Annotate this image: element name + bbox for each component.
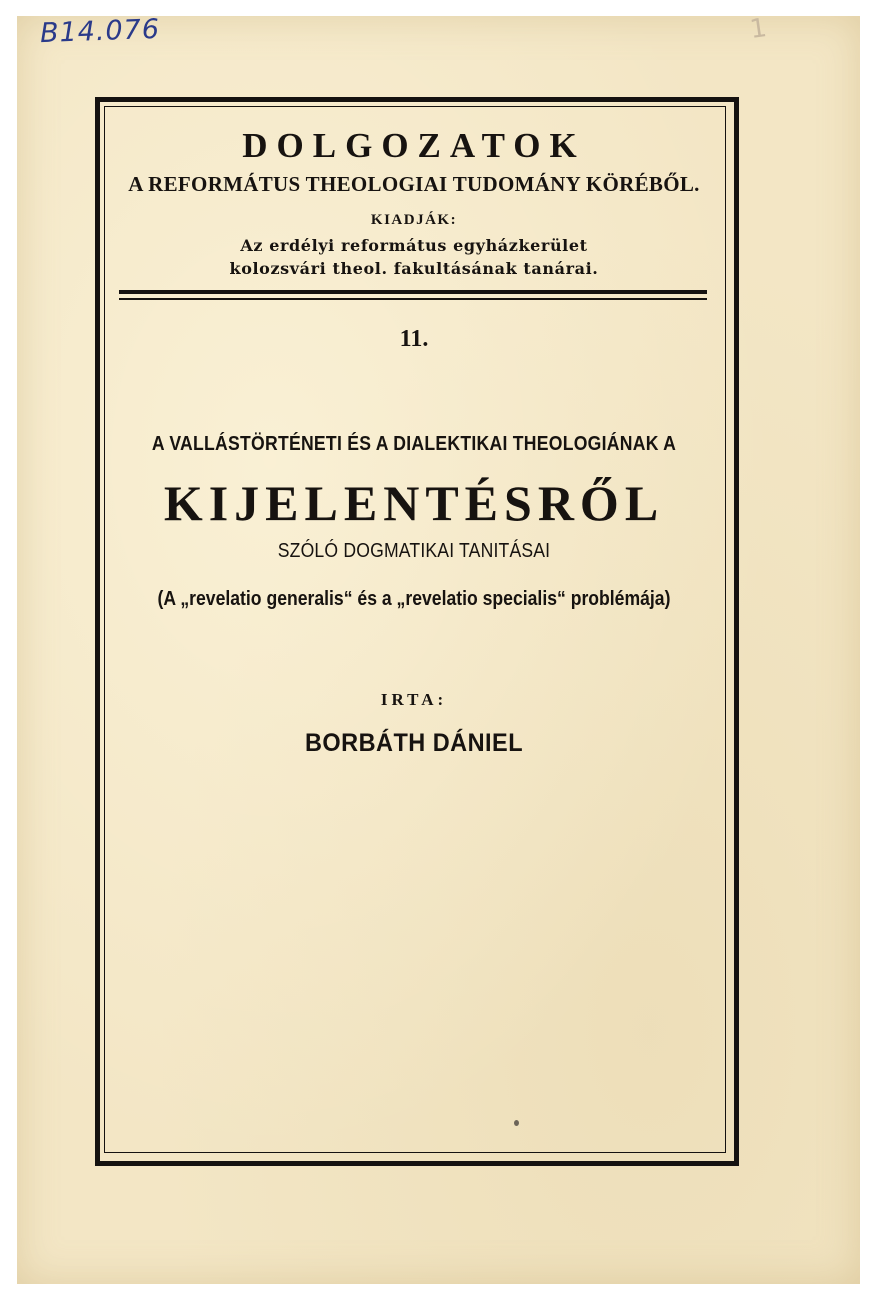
series-title: DOLGOZATOK xyxy=(242,126,586,165)
title-line-1: A VALLÁSTÖRTÉNETI ÉS A DIALEKTIKAI THEOLOGIÁNAK A xyxy=(151,433,677,455)
title-parenthetical: (A „revelatio generalis“ és a „revelatio specialis“ problémája) xyxy=(157,588,671,610)
publisher-label: KIADJÁK: xyxy=(370,212,458,228)
paper-speck xyxy=(514,1120,519,1126)
header-divider-thin xyxy=(119,298,707,300)
author-name: BORBÁTH DÁNIEL xyxy=(304,729,524,757)
handwritten-shelfmark: B14.076 xyxy=(39,13,161,50)
publisher-line-1: Az erdélyi református egyházkerület xyxy=(240,236,588,255)
header-divider-thick xyxy=(119,290,707,294)
volume-number: 11. xyxy=(399,326,429,352)
title-line-3: SZÓLÓ DOGMATIKAI TANITÁSAI xyxy=(277,540,551,562)
main-title: KIJELENTÉSRŐL xyxy=(163,475,665,531)
author-label: IRTA: xyxy=(380,690,448,709)
publisher-line-2: kolozsvári theol. fakultásának tanárai. xyxy=(229,259,599,278)
handwritten-corner-mark: 1 xyxy=(747,12,769,46)
series-subtitle: A REFORMÁTUS THEOLOGIAI TUDOMÁNY KÖRÉBŐL. xyxy=(128,172,700,196)
